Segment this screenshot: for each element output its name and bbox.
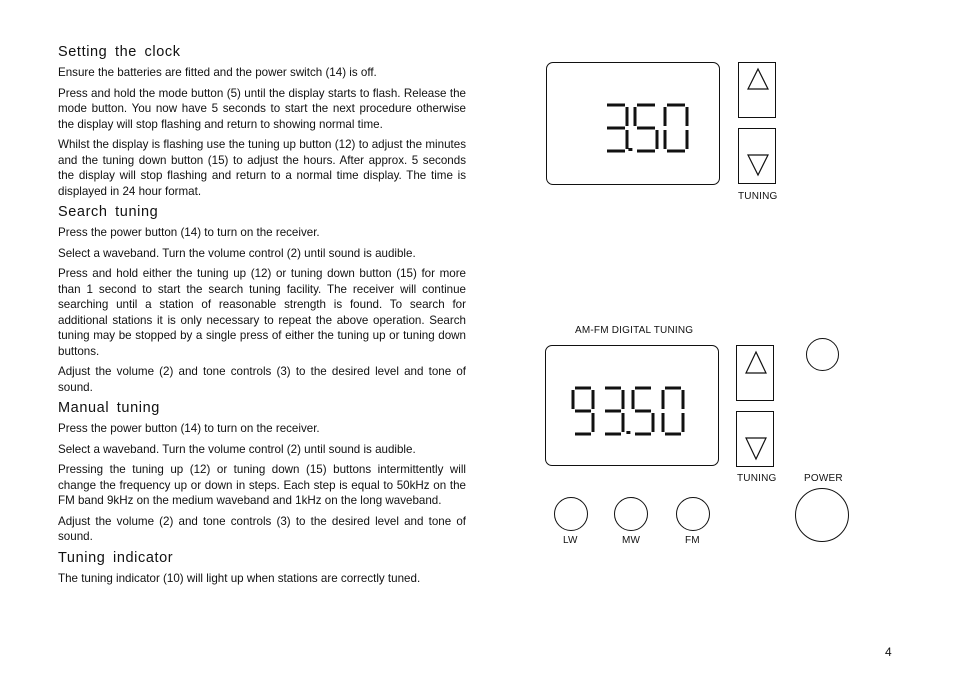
- clock-lcd-digits: [547, 63, 721, 186]
- decimal-point: [626, 431, 630, 434]
- clock-lcd-display: [546, 62, 720, 185]
- band-label-fm: FM: [685, 535, 700, 546]
- section-manual-tuning: [58, 400, 466, 545]
- radio-panel-title: AM-FM DIGITAL TUNING: [575, 325, 694, 336]
- lcd-digit-3: [605, 388, 623, 434]
- band-button-fm[interactable]: [676, 497, 710, 531]
- lcd-digit-5: [635, 105, 657, 151]
- paragraph: Whilst the display is flashing use the tuning up button (12) to adjust the minutes and the tuning down button (15) to adjust the hours. After approx. 5 seconds the display will stop flashing and return to a normal time display. The time is displayed in 24 hour format.: [58, 138, 466, 198]
- tuning-up-button[interactable]: [738, 62, 776, 118]
- paragraph: Press and hold either the tuning up (12) or tuning down button (15) for more than 1 second to start the search tuning facility. The receiver will continue searching until a station of reasonable strength is found. To search for additional stations it is only necessary to repeat the above operation. Search tuning may be stopped by a single press of either the tuning up or tuning down buttons.: [58, 267, 466, 358]
- section-heading: Tuning indicator: [58, 549, 174, 566]
- band-label-lw: LW: [563, 535, 578, 546]
- lcd-digit-0: [665, 105, 687, 151]
- lcd-digit-0: [663, 388, 683, 434]
- radio-lcd-display: [545, 345, 719, 466]
- tuning-down-button[interactable]: [736, 411, 774, 467]
- tuning-label: TUNING: [737, 473, 777, 484]
- paragraph: Pressing the tuning up (12) or tuning down (15) buttons intermittently will change the frequency up or down in steps. Each step is equal to 50kHz on the FM band 9kHz on the medium waveband and 1kHz on the long waveband.: [58, 463, 466, 507]
- radio-lcd-digits: [546, 346, 720, 467]
- section-heading: Manual tuning: [58, 400, 160, 416]
- seven-segment-readout: [607, 105, 687, 151]
- seven-segment-readout: [573, 388, 683, 434]
- band-label-mw: MW: [622, 535, 641, 546]
- paragraph: Select a waveband. Turn the volume control (2) until sound is audible.: [58, 442, 416, 456]
- section-setting-clock: [58, 44, 466, 199]
- tuning-up-button[interactable]: [736, 345, 774, 401]
- lcd-digit-5: [633, 388, 653, 434]
- paragraph: Select a waveband. Turn the volume control (2) until sound is audible.: [58, 246, 416, 260]
- paragraph: Press the power button (14) to turn on the receiver.: [58, 226, 320, 239]
- tuning-down-button[interactable]: [738, 128, 776, 184]
- paragraph: The tuning indicator (10) will light up when stations are correctly tuned.: [58, 571, 421, 585]
- power-label: POWER: [804, 473, 843, 484]
- power-button[interactable]: [795, 488, 849, 542]
- band-button-lw[interactable]: [554, 497, 588, 531]
- tuning-indicator-light: [806, 338, 839, 371]
- paragraph: Adjust the volume (2) and tone controls (3) to the desired level and tone of sound.: [58, 514, 466, 543]
- section-heading: Setting the clock: [58, 44, 181, 60]
- section-search-tuning: [58, 204, 466, 395]
- lcd-digit-3: [607, 105, 627, 151]
- decimal-point: [628, 148, 632, 151]
- paragraph: Ensure the batteries are fitted and the power switch (14) is off.: [58, 66, 377, 79]
- page-number: 4: [885, 645, 892, 659]
- section-tuning-indicator: [58, 550, 466, 587]
- lcd-digit-9: [573, 388, 593, 434]
- triangle-down-icon: [748, 155, 768, 175]
- tuning-label: TUNING: [738, 191, 778, 202]
- paragraph: Press and hold the mode button (5) until the display starts to flash. Release the mode button. You now have 5 seconds to start the next procedure otherwise the display will stop flashing and return to showing normal time.: [58, 86, 466, 131]
- triangle-up-icon: [746, 352, 766, 373]
- triangle-up-icon: [748, 69, 768, 89]
- section-heading: Search tuning: [58, 204, 159, 220]
- paragraph: Press the power button (14) to turn on the receiver.: [58, 422, 320, 435]
- instructions-column: [58, 44, 466, 591]
- triangle-down-icon: [746, 438, 766, 459]
- paragraph: Adjust the volume (2) and tone controls (3) to the desired level and tone of sound.: [58, 365, 466, 394]
- band-button-mw[interactable]: [614, 497, 648, 531]
